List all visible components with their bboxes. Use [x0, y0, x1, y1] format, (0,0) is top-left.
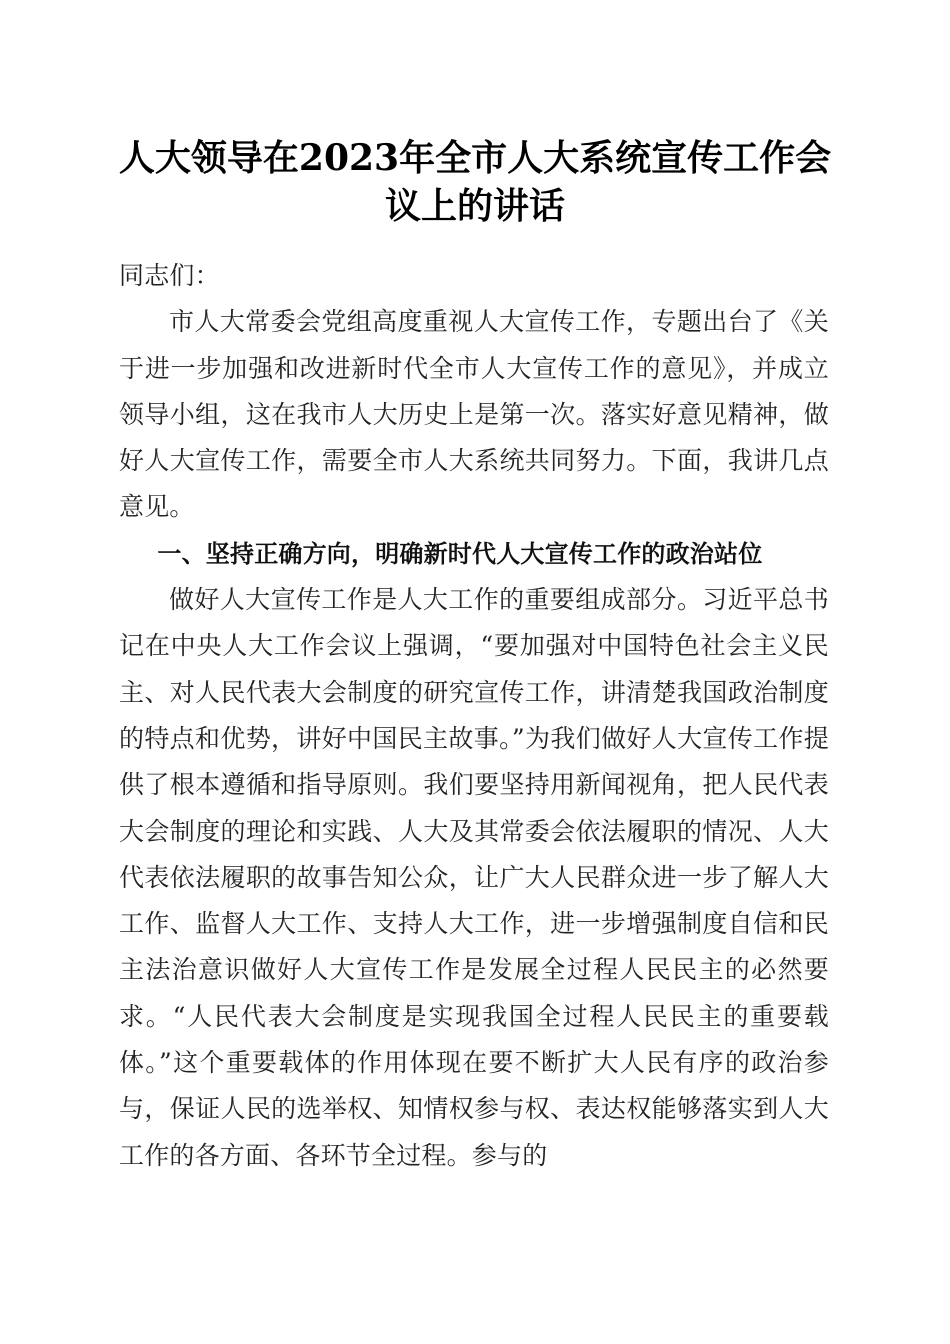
document-body [119, 253, 829, 1179]
title-line-1: 人大领导在2023年全市人大系统宣传工作会 [118, 137, 832, 179]
intro-paragraph: 市人大常委会党组高度重视人大宣传工作，专题出台了《关于进一步加强和改进新时代全市人大宣传工作的意见》，并成立领导小组，这在我市人大历史上是第一次。落实好意见精神，做好人大宣传工作，需要全市人大系统共同努力。下面，我讲几点意见。 [119, 307, 829, 522]
salutation: 同志们： [119, 261, 220, 290]
section-heading: 一、坚持正确方向，明确新时代人大宣传工作的政治站位 [157, 539, 763, 568]
section-paragraph: 做好人大宣传工作是人大工作的重要组成部分。习近平总书记在中央人大工作会议上强调，“要加强对中国特色社会主义民主、对人民代表大会制度的研究宣传工作，讲清楚我国政治制度的特点和优势，讲好中国民主故事。”为我们做好人大宣传工作提供了根本遵循和指导原则。我们要坚持用新闻视角，把人民代表大会制度的理论和实践、人大及其常委会依法履职的情况、人大代表依法履职的故事告知公众，让广大人民群众进一步了解人大工作、监督人大工作、支持人大工作，进一步增强制度自信和民主法治意识做好人大宣传工作是发展全过程人民民主的必然要求。“人民代表大会制度是实现我国全过程人民民主的重要载体。”这个重要载体的作用体现在要不断扩大人民有序的政治参与，保证人民的选举权、知情权参与权、表达权能够落实到人大工作的各方面、各环节全过程。参与的 [119, 585, 829, 1170]
title-line-2: 议上的讲话 [384, 185, 565, 227]
document-title [0, 134, 950, 230]
